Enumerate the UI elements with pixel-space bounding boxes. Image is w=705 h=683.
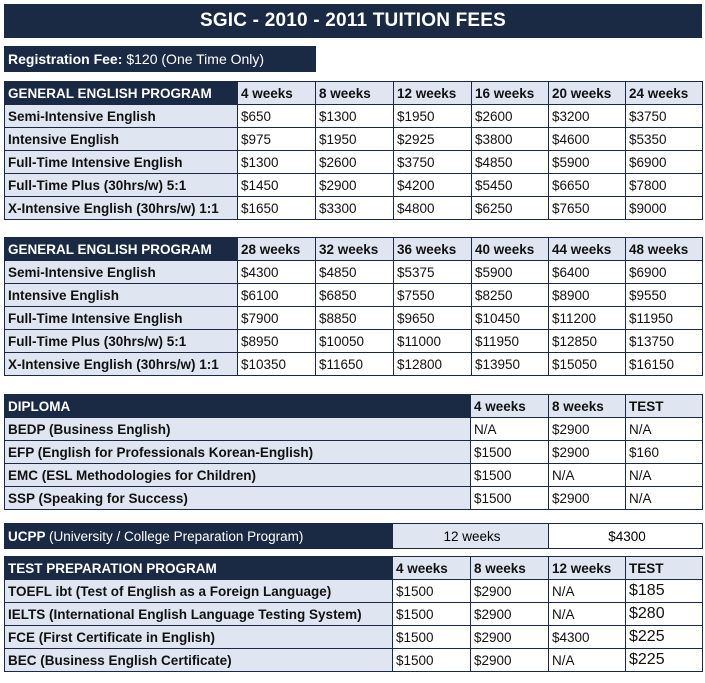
price-cell: $4850	[472, 151, 549, 174]
price-cell: $4600	[549, 128, 626, 151]
price-cell: $1950	[316, 128, 394, 151]
column-header: 12 weeks	[394, 82, 472, 105]
price-cell: $12800	[394, 353, 472, 376]
price-cell: $1500	[471, 441, 549, 464]
price-cell: $2900	[549, 487, 626, 510]
price-cell: $6100	[238, 284, 316, 307]
price-cell: $9550	[626, 284, 703, 307]
table-row	[5, 441, 703, 464]
program-description: (Business English)	[49, 421, 171, 437]
price-cell: $11650	[316, 353, 394, 376]
table-row	[5, 464, 703, 487]
column-header: 32 weeks	[316, 238, 394, 261]
diploma-table	[4, 394, 703, 510]
table-row	[5, 603, 703, 626]
price-cell: $1500	[471, 487, 549, 510]
program-code: EFP	[8, 444, 35, 460]
program-description: (ESL Methodologies for Children)	[41, 467, 257, 483]
price-cell: $8250	[472, 284, 549, 307]
price-cell: $1500	[393, 580, 471, 603]
table-row	[5, 626, 703, 649]
registration-fee-label: Registration Fee:	[8, 51, 123, 67]
price-cell: $1500	[471, 464, 549, 487]
table-row	[5, 197, 703, 220]
column-header: 4 weeks	[471, 395, 549, 418]
section-header: GENERAL ENGLISH PROGRAM	[5, 82, 238, 105]
registration-fee	[4, 46, 316, 72]
table-row	[5, 128, 703, 151]
program-code: IELTS	[8, 606, 46, 622]
price-cell: $15050	[549, 353, 626, 376]
price-cell: $1650	[238, 197, 316, 220]
price-cell: $5375	[394, 261, 472, 284]
price-cell: $6850	[316, 284, 394, 307]
column-header: 20 weeks	[549, 82, 626, 105]
price-cell: $7650	[549, 197, 626, 220]
column-header: TEST	[626, 557, 703, 580]
program-description: (International English Language Testing System)	[49, 606, 362, 622]
column-header: 48 weeks	[626, 238, 703, 261]
program-name: Semi-Intensive English	[5, 105, 238, 128]
price-cell: $1500	[393, 649, 471, 672]
price-cell: $8900	[549, 284, 626, 307]
program-name: Intensive English	[5, 128, 238, 151]
price-cell: $12850	[549, 330, 626, 353]
price-cell: N/A	[626, 487, 703, 510]
program-name: Full-Time Intensive English	[5, 151, 238, 174]
price-cell: $4850	[316, 261, 394, 284]
column-header: TEST	[626, 395, 703, 418]
price-cell: $10350	[238, 353, 316, 376]
program-code: EMC	[8, 467, 38, 483]
program-code: BEDP	[8, 421, 46, 437]
price-cell: $4300	[549, 524, 703, 549]
price-cell: $5900	[472, 261, 549, 284]
price-cell: N/A	[549, 464, 626, 487]
test-price-cell: $280	[626, 603, 703, 626]
price-cell: $6900	[626, 151, 703, 174]
program-description: (Business English Certificate)	[40, 652, 232, 668]
column-header: 4 weeks	[238, 82, 316, 105]
price-cell: $1500	[393, 626, 471, 649]
price-cell: $1500	[393, 603, 471, 626]
price-cell: $3750	[394, 151, 472, 174]
price-cell: N/A	[549, 580, 626, 603]
program-name	[5, 441, 471, 464]
price-cell: $9650	[394, 307, 472, 330]
price-cell: N/A	[549, 603, 626, 626]
price-cell: $7550	[394, 284, 472, 307]
section-header: DIPLOMA	[5, 395, 471, 418]
price-cell: $2900	[316, 174, 394, 197]
registration-fee-value: $120 (One Time Only)	[126, 51, 265, 67]
table-row	[5, 151, 703, 174]
program-name: X-Intensive English (30hrs/w) 1:1	[5, 197, 238, 220]
price-cell: $4300	[238, 261, 316, 284]
price-cell: $3300	[316, 197, 394, 220]
price-cell: $7900	[238, 307, 316, 330]
general-english-table-2	[4, 237, 703, 376]
price-cell: $2600	[316, 151, 394, 174]
program-name	[5, 626, 393, 649]
price-cell: $975	[238, 128, 316, 151]
price-cell: $6250	[472, 197, 549, 220]
price-cell: $8950	[238, 330, 316, 353]
price-cell: $3800	[472, 128, 549, 151]
price-cell: $1300	[238, 151, 316, 174]
general-english-table-1	[4, 81, 703, 220]
test-prep-table	[4, 556, 703, 672]
program-name	[5, 524, 393, 549]
column-header: 8 weeks	[471, 557, 549, 580]
price-cell: $5450	[472, 174, 549, 197]
column-header: 44 weeks	[549, 238, 626, 261]
price-cell: $11950	[472, 330, 549, 353]
price-cell: $11000	[394, 330, 472, 353]
price-cell: $3200	[549, 105, 626, 128]
price-cell: $4200	[394, 174, 472, 197]
table-row	[5, 580, 703, 603]
price-cell: $2900	[471, 649, 549, 672]
price-cell: $13950	[472, 353, 549, 376]
table-header-row	[5, 395, 703, 418]
program-name	[5, 464, 471, 487]
price-cell: $1300	[316, 105, 394, 128]
column-header: 28 weeks	[238, 238, 316, 261]
table-row	[5, 261, 703, 284]
program-description: (English for Professionals Korean-English)	[37, 444, 314, 460]
price-cell: $10450	[472, 307, 549, 330]
table-header-row	[5, 557, 703, 580]
column-header: 24 weeks	[626, 82, 703, 105]
price-cell: $7800	[626, 174, 703, 197]
program-name: Full-Time Plus (30hrs/w) 5:1	[5, 174, 238, 197]
column-header: 40 weeks	[472, 238, 549, 261]
column-header: 36 weeks	[394, 238, 472, 261]
price-cell: $6400	[549, 261, 626, 284]
price-cell: $11200	[549, 307, 626, 330]
column-header: 8 weeks	[549, 395, 626, 418]
price-cell: $6900	[626, 261, 703, 284]
price-cell: $16150	[626, 353, 703, 376]
price-cell: $2900	[471, 580, 549, 603]
table-row	[5, 524, 703, 549]
price-cell: $3750	[626, 105, 703, 128]
price-cell: $13750	[626, 330, 703, 353]
table-row	[5, 418, 703, 441]
program-name: Intensive English	[5, 284, 238, 307]
program-description: (Test of English as a Foreign Language)	[75, 583, 332, 599]
ucpp-table	[4, 523, 703, 549]
section-header: TEST PREPARATION PROGRAM	[5, 557, 393, 580]
table-row	[5, 353, 703, 376]
program-name: X-Intensive English (30hrs/w) 1:1	[5, 353, 238, 376]
column-header: 8 weeks	[316, 82, 394, 105]
price-cell: $2600	[472, 105, 549, 128]
column-header: 12 weeks	[549, 557, 626, 580]
program-name	[5, 649, 393, 672]
program-code: FCE	[8, 629, 35, 645]
price-cell: $5350	[626, 128, 703, 151]
table-row	[5, 105, 703, 128]
table-header-row	[5, 238, 703, 261]
test-price-cell: $225	[626, 626, 703, 649]
table-row	[5, 174, 703, 197]
program-code: BEC	[8, 652, 37, 668]
program-description: (First Certificate in English)	[38, 629, 216, 645]
program-name: Semi-Intensive English	[5, 261, 238, 284]
price-cell: $10050	[316, 330, 394, 353]
price-cell: $160	[626, 441, 703, 464]
price-cell: $2900	[549, 418, 626, 441]
program-name: Full-Time Intensive English	[5, 307, 238, 330]
price-cell: $5900	[549, 151, 626, 174]
duration-cell: 12 weeks	[393, 524, 549, 549]
price-cell: N/A	[626, 418, 703, 441]
program-name	[5, 487, 471, 510]
price-cell: N/A	[626, 464, 703, 487]
program-description: (Speaking for Success)	[38, 490, 188, 506]
program-code: UCPP	[8, 528, 46, 544]
price-cell: $2900	[549, 441, 626, 464]
price-cell: $4300	[549, 626, 626, 649]
price-cell: $2925	[394, 128, 472, 151]
program-code: SSP	[8, 490, 35, 506]
column-header: 16 weeks	[472, 82, 549, 105]
table-row	[5, 487, 703, 510]
price-cell: N/A	[549, 649, 626, 672]
program-name	[5, 603, 393, 626]
price-cell: $6650	[549, 174, 626, 197]
price-cell: $1950	[394, 105, 472, 128]
price-cell: $4800	[394, 197, 472, 220]
table-row	[5, 649, 703, 672]
test-price-cell: $225	[626, 649, 703, 672]
column-header: 4 weeks	[393, 557, 471, 580]
price-cell: $2900	[471, 626, 549, 649]
section-header: GENERAL ENGLISH PROGRAM	[5, 238, 238, 261]
price-cell: $2900	[471, 603, 549, 626]
page-title: SGIC - 2010 - 2011 TUITION FEES	[4, 4, 702, 38]
program-name: Full-Time Plus (30hrs/w) 5:1	[5, 330, 238, 353]
table-header-row	[5, 82, 703, 105]
price-cell: $11950	[626, 307, 703, 330]
program-code: TOEFL ibt	[8, 583, 72, 599]
price-cell: $650	[238, 105, 316, 128]
price-cell: $8850	[316, 307, 394, 330]
price-cell: N/A	[471, 418, 549, 441]
table-row	[5, 284, 703, 307]
table-row	[5, 307, 703, 330]
program-name	[5, 418, 471, 441]
price-cell: $9000	[626, 197, 703, 220]
price-cell: $1450	[238, 174, 316, 197]
program-name	[5, 580, 393, 603]
table-row	[5, 330, 703, 353]
test-price-cell: $185	[626, 580, 703, 603]
program-description: (University / College Preparation Program)	[49, 528, 304, 544]
